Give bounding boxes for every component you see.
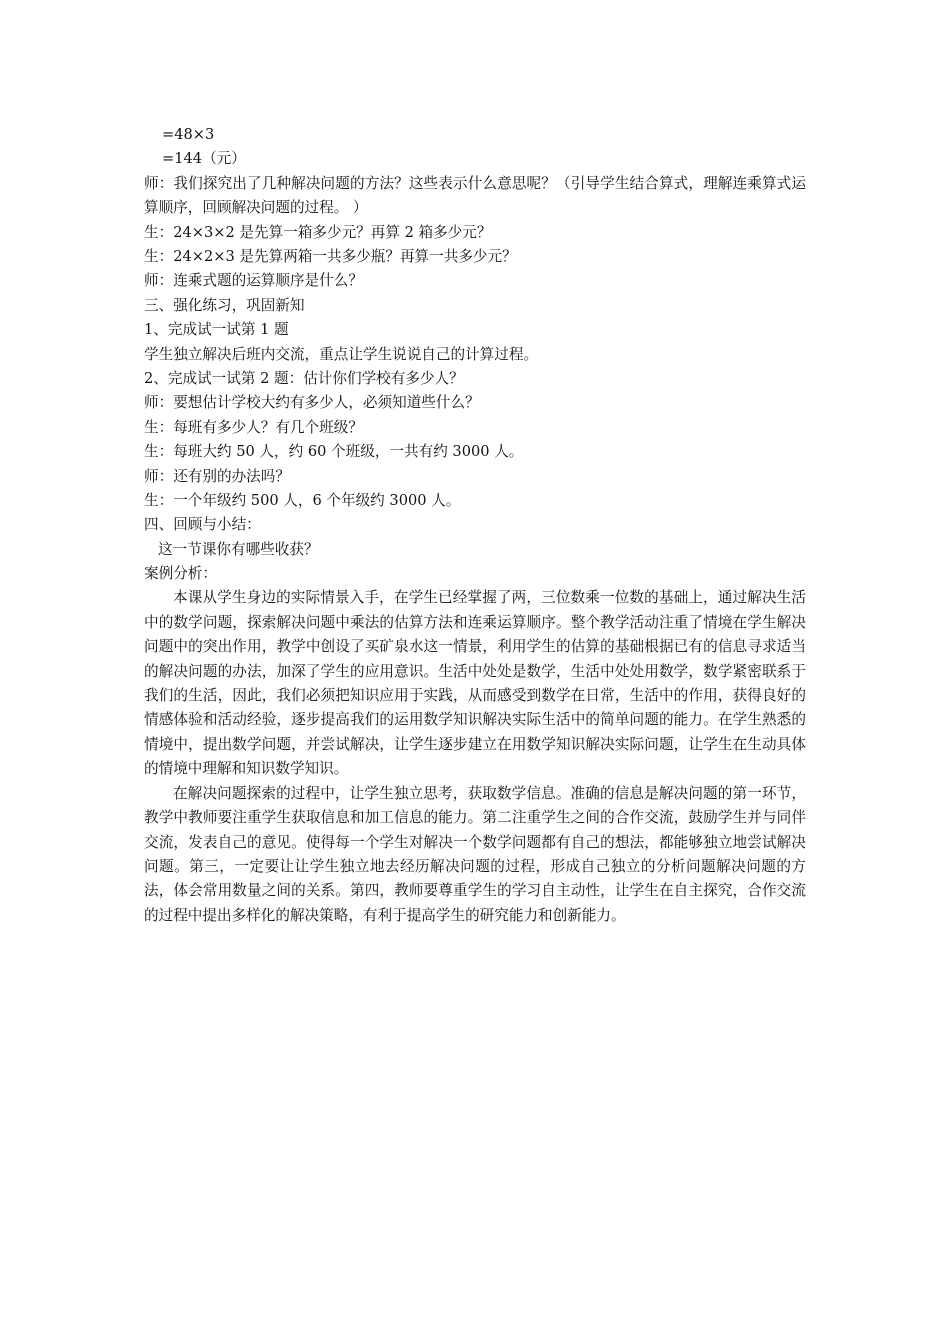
analysis-paragraph: 在解决问题探索的过程中，让学生独立思考，获取数学信息。准确的信息是解决问题的第一环节，教学中教师要注重学生获取信息和加工信息的能力。第二注重学生之间的合作交流，鼓励学生并与同伴交流，发表自己的意见。使得每一个学生对解决一个数学问题都有自己的想法，都能够独立地尝试解决问题。第三，一定要让让学生独立地去经历解决问题的过程，形成自己独立的分析问题解决问题的方法，体会常用数量之间的关系。第四，教师要尊重学生的学习自主动性，让学生在自主探究，合作交流的过程中提出多样化的解决策略，有利于提高学生的研究能力和创新能力。	[144, 784, 806, 924]
equation-line: =48×3	[162, 126, 215, 143]
student-answer-line: 生：每班有多少人？有几个班级？	[144, 418, 363, 436]
section-heading: 三、强化练习，巩固新知	[144, 296, 305, 314]
student-answer-line: 生：一个年级约 500 人，6 个年级约 3000 人。	[144, 491, 461, 509]
body-text-line: 学生独立解决后班内交流，重点让学生说说自己的计算过程。	[144, 345, 539, 363]
teacher-question-line: 师：连乘式题的运算顺序是什么？	[144, 272, 363, 290]
teacher-question-line: 师：还有别的办法吗？	[144, 467, 290, 485]
section-heading: 案例分析：	[144, 565, 217, 583]
exercise-item: 1、完成试一试第 1 题	[144, 321, 289, 339]
student-answer-line: 生：24×2×3 是先算两箱一共多少瓶？再算一共多少元？	[144, 247, 517, 265]
teacher-question-line: 师：要想估计学校大约有多少人，必须知道些什么？	[144, 394, 480, 412]
equation-result-line: =144（元）	[162, 150, 246, 168]
body-text-line: 这一节课你有哪些收获？	[158, 540, 319, 558]
student-answer-line: 生：每班大约 50 人，约 60 个班级，一共有约 3000 人。	[144, 443, 524, 461]
student-answer-line: 生：24×3×2 是先算一箱多少元？再算 2 箱多少元？	[144, 223, 492, 241]
analysis-paragraph: 本课从学生身边的实际情景入手，在学生已经掌握了两，三位数乘一位数的基础上，通过解决生活中的数学问题，探索解决问题中乘法的估算方法和连乘运算顺序。整个教学活动注重了情境在学生解决问题中的突出作用，教学中创设了买矿泉水这一情景，利用学生的估算的基础根据已有的信息寻求适当的解决问题的办法，加深了学生的应用意识。生活中处处是数学，生活中处处用数学，数学紧密联系于我们的生活，因此，我们必须把知识应用于实践，从而感受到数学在日常，生活中的作用，获得良好的情感体验和活动经验，逐步提高我们的运用数学知识解决实际生活中的简单问题的能力。在学生熟悉的情境中，提出数学问题，并尝试解决，让学生逐步建立在用数学知识解决实际问题，让学生在生动具体的情境中理解和知识数学知识。	[144, 589, 806, 778]
teacher-question-line: 师：我们探究出了几种解决问题的方法？这些表示什么意思呢？（引导学生结合算式，理解连乘算式运算顺序，回顾解决问题的过程。 ）	[144, 174, 806, 217]
exercise-item: 2、完成试一试第 2 题：估计你们学校有多少人？	[144, 369, 464, 387]
document-body	[144, 123, 806, 928]
section-heading: 四、回顾与小结：	[144, 516, 261, 534]
